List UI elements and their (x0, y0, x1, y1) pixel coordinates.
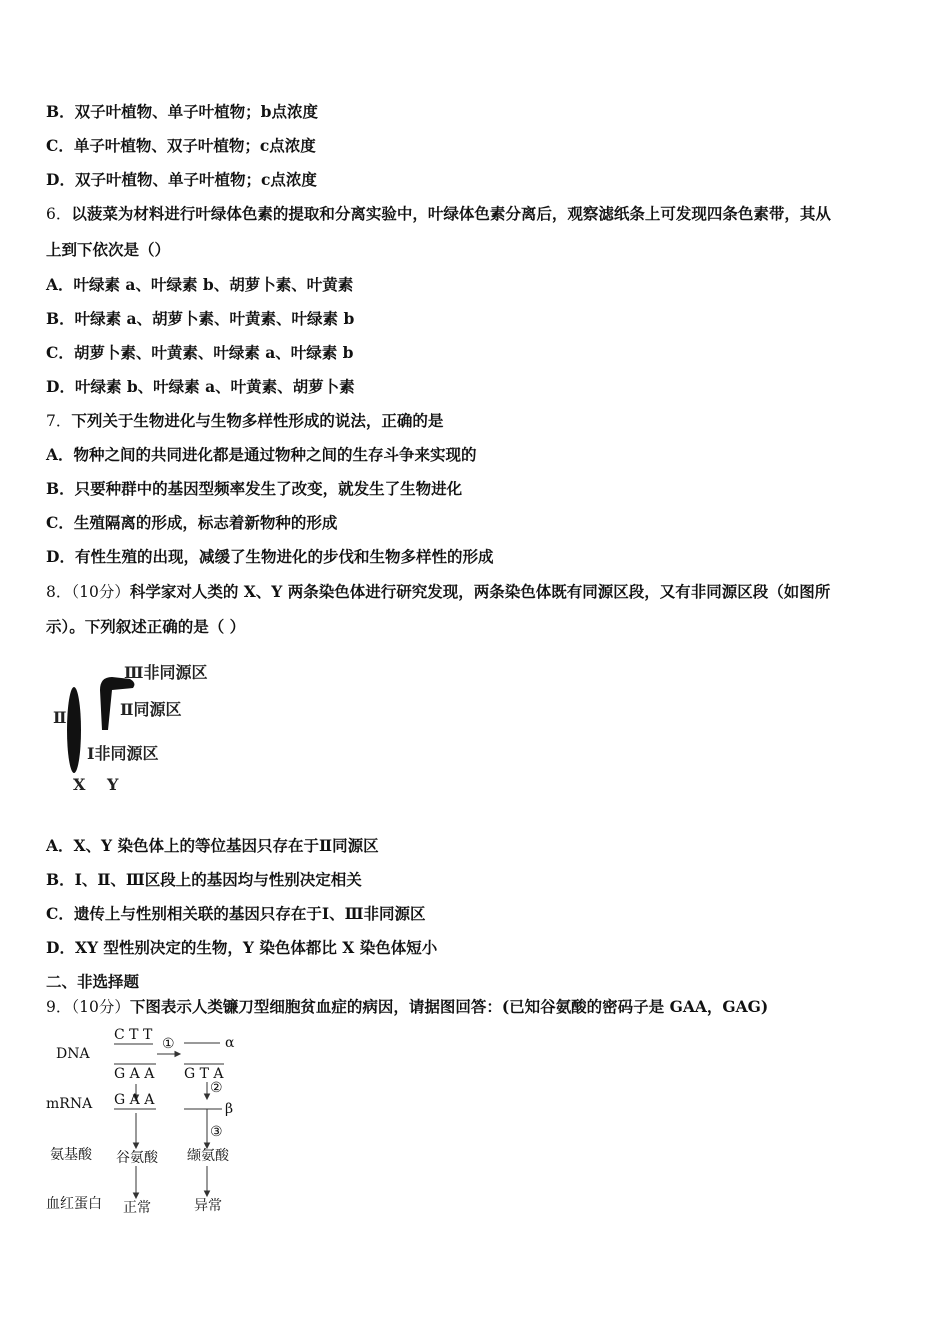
chromosome-figure (40, 650, 240, 800)
row-label-dna: DNA (56, 1046, 90, 1062)
q6-option-d: D．叶绿素 b、叶绿素 a、叶黄素、胡萝卜素 (46, 377, 355, 396)
sickle-cell-figure (40, 1020, 270, 1220)
q6-stem-line2: 上到下依次是（） (46, 240, 171, 259)
alpha-label: α (225, 1035, 235, 1051)
dna-bottom-strand: G A A (114, 1066, 155, 1082)
q7-number: 7． (46, 412, 72, 430)
label-iii-nonhomologous: Ⅲ非同源区 (124, 663, 208, 682)
q6-option-a: A．叶绿素 a、叶绿素 b、胡萝卜素、叶黄素 (46, 275, 354, 294)
amino-acid-normal: 谷氨酸 (116, 1150, 158, 1166)
q8-number: 8．（10分） (46, 583, 130, 601)
step-2-label: ② (210, 1080, 223, 1096)
q5-option-c: C．单子叶植物、双子叶植物；c点浓度 (46, 136, 316, 155)
step-1-label: ① (162, 1036, 175, 1052)
label-x: X (73, 775, 86, 794)
q9-number: 9．（10分） (46, 998, 130, 1016)
q6-option-c: C．胡萝卜素、叶黄素、叶绿素 a、叶绿素 b (46, 343, 354, 362)
mutant-dna-strand: G T A (184, 1066, 224, 1082)
amino-acid-mutant: 缬氨酸 (187, 1148, 229, 1164)
q9-stem (46, 997, 768, 1017)
q8-stem (46, 582, 830, 602)
hemoglobin-abnormal: 异常 (194, 1198, 222, 1214)
mrna-sequence: G A A (114, 1092, 155, 1108)
q7-option-c: C．生殖隔离的形成，标志着新物种的形成 (46, 513, 338, 532)
q8-option-b: B．Ⅰ、Ⅱ、Ⅲ区段上的基因均与性别决定相关 (46, 870, 362, 889)
hemoglobin-normal: 正常 (123, 1200, 151, 1216)
q7-option-d: D．有性生殖的出现，减缓了生物进化的步伐和生物多样性的形成 (46, 547, 494, 566)
beta-label: β (225, 1101, 234, 1117)
q5-option-b: B．双子叶植物、单子叶植物；b点浓度 (46, 102, 318, 121)
q8-stem-line1: 科学家对人类的 X、Y 两条染色体进行研究发现，两条染色体既有同源区段，又有非同源区段（如图所 (129, 582, 831, 601)
x-chromosome (67, 687, 81, 773)
dna-top-strand: C T T (114, 1027, 153, 1043)
label-ii-homologous: Ⅱ同源区 (120, 700, 182, 719)
q6-stem-line1: 以菠菜为材料进行叶绿体色素的提取和分离实验中，叶绿体色素分离后，观察滤纸条上可发现四条色素带，其从 (71, 204, 831, 223)
q8-stem-line2: 示）。下列叙述正确的是（ ） (46, 617, 246, 636)
q5-option-d: D．双子叶植物、单子叶植物；c点浓度 (46, 170, 317, 189)
q7-option-a: A．物种之间的共同进化都是通过物种之间的生存斗争来实现的 (46, 445, 477, 464)
row-label-amino-acid: 氨基酸 (50, 1147, 92, 1163)
label-y: Y (107, 775, 119, 794)
step-3-label: ③ (210, 1124, 223, 1140)
q6-option-b: B．叶绿素 a、胡萝卜素、叶黄素、叶绿素 b (46, 309, 355, 328)
section-heading: 二、非选择题 (46, 972, 140, 991)
row-label-hemoglobin: 血红蛋白 (46, 1196, 102, 1212)
q6-number: 6． (46, 205, 72, 223)
q7-stem (46, 411, 443, 431)
q7-option-b: B．只要种群中的基因型频率发生了改变，就发生了生物进化 (46, 479, 463, 498)
q8-option-d: D．XY 型性别决定的生物，Y 染色体都比 X 染色体短小 (46, 938, 438, 957)
q6-stem (46, 204, 831, 224)
label-i-nonhomologous: Ⅰ非同源区 (87, 744, 159, 763)
q9-stem-text: 下图表示人类镰刀型细胞贫血症的病因，请据图回答：(已知谷氨酸的密码子是 GAA，GAG) (129, 997, 769, 1016)
label-ii-left: Ⅱ (53, 708, 67, 727)
row-label-mrna: mRNA (46, 1096, 93, 1112)
q7-stem-text: 下列关于生物进化与生物多样性形成的说法，正确的是 (71, 411, 444, 430)
q8-option-c: C．遗传上与性别相关联的基因只存在于Ⅰ、Ⅲ非同源区 (46, 904, 426, 923)
q8-option-a: A．X、Y 染色体上的等位基因只存在于Ⅱ同源区 (46, 836, 379, 855)
